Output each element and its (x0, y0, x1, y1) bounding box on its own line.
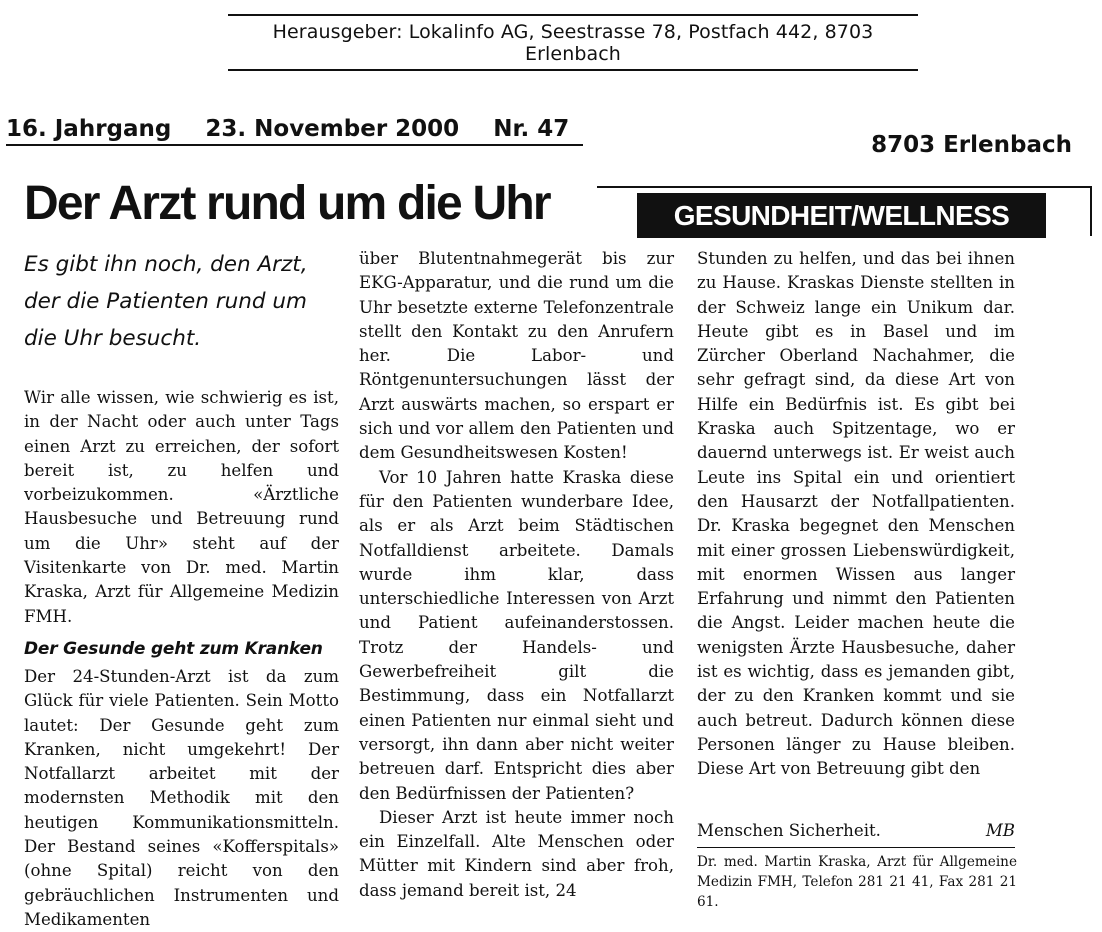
body-paragraph: Dieser Arzt ist heute immer noch ein Einzelfall. Alte Menschen oder Mütter mit Kindern sind aber froh, dass jemand bereit ist, 24 (359, 807, 674, 900)
body-paragraph: über Blutentnahmegerät bis zur EKG-Apparatur, und die rund um die Uhr besetzte externe Telefonzentrale stellt den Kontakt zu den Anrufern her. Die Labor- und Röntgenuntersuchungen lässt der Arzt auswärts machen, so erspart er sich und vor allem den Patienten und dem Gesundheitswesen Kosten! (359, 249, 674, 463)
section-label: GESUNDHEIT/WELLNESS (637, 193, 1046, 238)
column-1-body (24, 665, 339, 932)
author-initials: MB (985, 821, 1015, 840)
divider (697, 847, 1015, 848)
subheading: Der Gesunde geht zum Kranken (24, 639, 323, 659)
body-paragraph: Vor 10 Jahren hatte Kraska diese für den Patienten wunderbare Idee, als er als Arzt beim Städtischen Notfalldienst arbeitete. Damals wurde ihm klar, dass unterschiedliche Interessen von Arzt und Patient aufeinanderstossen. Trotz der Handels- und Gewerbefreiheit gilt die Bestimmung, dass ein Notfallarzt einen Patienten nur einmal sieht und versorgt, ihn dann aber nicht weiter betreuen darf. Entspricht dies aber den Bedürfnissen der Patienten? (359, 467, 674, 803)
volume-label: 16. Jahrgang (6, 116, 172, 142)
column-2 (359, 247, 674, 903)
body-paragraph: Stunden zu helfen, und das bei ihnen zu Hause. Kraskas Dienste stellten in der Schweiz lange ein Unikum dar. Heute gibt es in Basel und im Zürcher Oberland Nachahmer, die sehr gefragt sind, da diese Art von Hilfe ein Bedürfnis ist. Es gibt bei Kraska auch Spitzentage, wo er dauernd unterwegs ist. Er weist auch Leute ins Spital ein und orientiert den Hausarzt der Notfallpatienten. Dr. Kraska begegnet den Menschen mit einer grossen Liebenswürdigkeit, mit enormen Wissen aus langer Erfahrung und nimmt den Patienten die Angst. Leider machen heute die wenigsten Ärzte Hausbesuche, daher ist es wichtig, dass es jemanden gibt, der zu den Kranken kommt und sie auch betreut. Dadurch können diese Personen länger zu Hause bleiben. Diese Art von Betreuung gibt den (697, 249, 1015, 779)
contact-box: Dr. med. Martin Kraska, Arzt für Allgemeine Medizin FMH, Telefon 281 21 41, Fax 281 21 61. (697, 854, 1017, 910)
article-headline: Der Arzt rund um die Uhr (24, 177, 550, 230)
publisher-line: Herausgeber: Lokalinfo AG, Seestrasse 78, Postfach 442, 8703 Erlenbach (228, 14, 918, 71)
column-1-intro (24, 386, 339, 629)
closing-text: Menschen Sicherheit. (697, 821, 881, 840)
section-rubric (597, 186, 1092, 236)
closing-line (697, 819, 1015, 843)
article-lead: Es gibt ihn noch, den Arzt, der die Patienten rund um die Uhr besucht. (24, 252, 308, 351)
intro-paragraph: Wir alle wissen, wie schwierig es ist, in der Nacht oder auch unter Tags einen Arzt zu erreichen, der sofort bereit ist, zu helfen und vorbeizukommen. «Ärztliche Hausbesuche und Betreuung rund um die Uhr» steht auf der Visitenkarte von Dr. med. Martin Kraska, Arzt für Allgemeine Medizin FMH. (24, 388, 339, 626)
issue-number: Nr. 47 (493, 116, 570, 142)
place-label: 8703 Erlenbach (871, 132, 1072, 158)
issue-info (6, 116, 583, 146)
masthead (0, 116, 1102, 156)
body-paragraph: Der 24-Stunden-Arzt ist da zum Glück für viele Patienten. Sein Motto lautet: Der Gesunde geht zum Kranken, nicht umgekehrt! Der Notfallarzt arbeitet mit der modernsten Methodik mit den heutigen Kommunikationsmitteln. Der Bestand seines «Kofferspitals» (ohne Spital) reicht von den gebräuchlichen Instrumenten und Medikamenten (24, 667, 339, 929)
issue-date: 23. November 2000 (205, 116, 460, 142)
column-3 (697, 247, 1015, 782)
